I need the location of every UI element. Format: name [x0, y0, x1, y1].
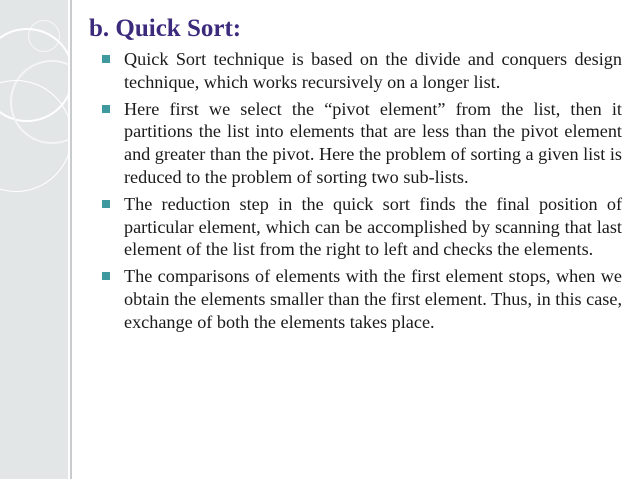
bullet-text: The comparisons of elements with the first element stops, when we obtain the elements smaller than the first element. Thus, in this case, exchange of both the elements takes place. [124, 266, 622, 332]
bullet-item [100, 48, 622, 94]
bullet-text: Here first we select the “pivot element” from the list, then it partitions the list into elements that are less than the pivot element and greater than the pivot. Here the problem of sorting a given list is reduced to the problem of sorting two sub-lists. [124, 98, 622, 187]
square-bullet-icon [102, 105, 110, 113]
bullet-item [100, 193, 622, 261]
square-bullet-icon [102, 55, 110, 63]
slide-content [82, 0, 638, 479]
bullet-text: The reduction step in the quick sort finds the final position of particular element, which can be accomplished by scanning that last element of the list from the right to left and checks the elements. [124, 193, 622, 260]
side-divider [70, 0, 72, 479]
square-bullet-icon [102, 200, 110, 208]
bullet-item [100, 265, 622, 333]
bullet-text: Quick Sort technique is based on the divide and conquers design technique, which works recursively on a longer list. [124, 49, 622, 92]
decorative-side-panel [0, 0, 68, 479]
slide-title: b. Quick Sort: [89, 15, 242, 42]
bullet-item [100, 98, 622, 189]
square-bullet-icon [102, 272, 110, 280]
bullet-list [100, 48, 622, 338]
